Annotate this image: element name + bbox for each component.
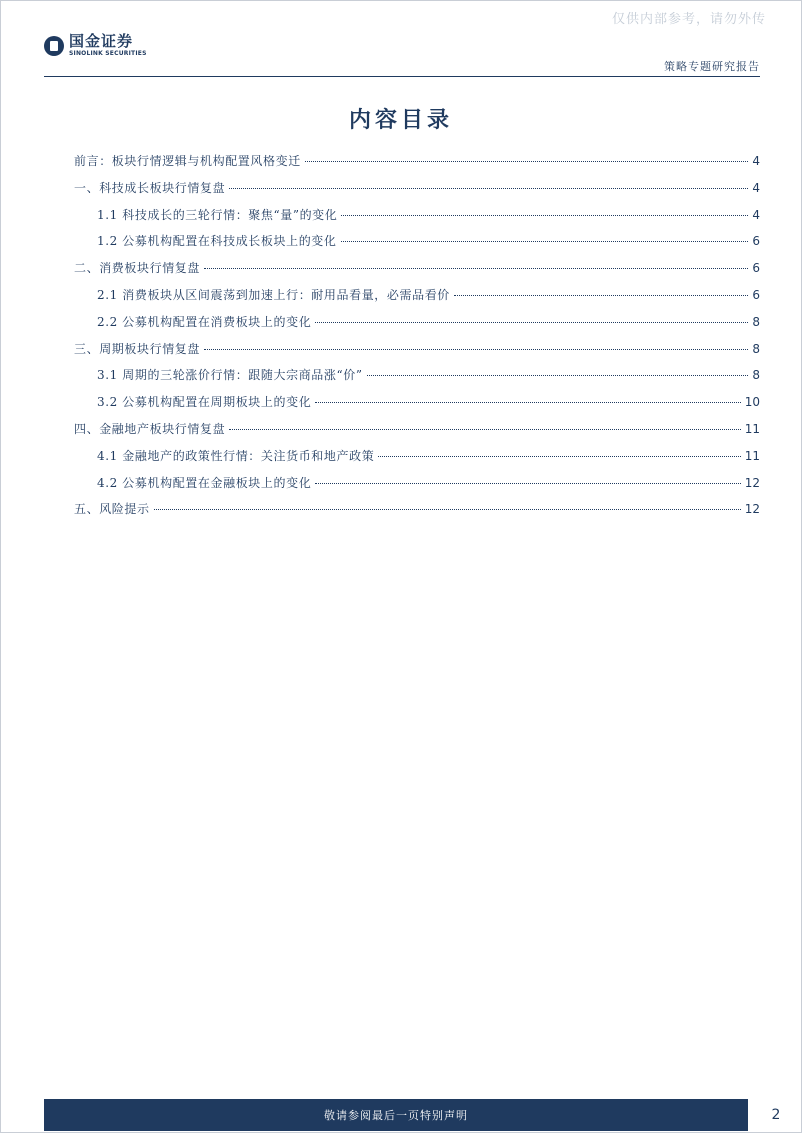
footer-disclaimer: 敬请参阅最后一页特别声明: [324, 1109, 468, 1122]
toc-dot-leader: [367, 375, 748, 376]
toc-entry-page: 8: [752, 368, 760, 383]
toc-entry[interactable]: [74, 179, 760, 206]
toc-entry-page: 8: [752, 341, 760, 356]
toc-dot-leader: [315, 402, 740, 403]
brand-name-en: SINOLINK SECURITIES: [69, 50, 147, 57]
toc-dot-leader: [315, 322, 748, 323]
toc-entry[interactable]: [74, 420, 760, 447]
toc-entry-label: 前言：板块行情逻辑与机构配置风格变迁: [74, 154, 301, 168]
toc-entry[interactable]: [74, 366, 760, 393]
toc-dot-leader: [341, 215, 748, 216]
brand-name-cn: 国金证券: [69, 32, 134, 50]
brand-logo: [44, 34, 147, 57]
page-number: 2: [771, 1107, 781, 1123]
toc-entry[interactable]: [74, 340, 760, 367]
toc-entry-page: 4: [752, 180, 760, 195]
toc-dot-leader: [315, 483, 740, 484]
sinolink-logo-icon: [44, 36, 64, 56]
toc-dot-leader: [378, 456, 740, 457]
toc-dot-leader: [154, 509, 741, 510]
toc-entry-label: 2.2 公募机构配置在消费板块上的变化: [97, 314, 312, 329]
toc-entry-page: 4: [752, 207, 760, 222]
toc-entry[interactable]: [74, 447, 760, 474]
toc-entry-label: 1.1 科技成长的三轮行情：聚焦“量”的变化: [97, 207, 338, 222]
toc-dot-leader: [204, 349, 748, 350]
toc-dot-leader: [204, 268, 748, 269]
toc-entry-label: 五、风险提示: [74, 502, 150, 517]
toc-entry-label: 一、科技成长板块行情复盘: [74, 180, 226, 195]
toc-entry[interactable]: [74, 313, 760, 340]
toc-entry-label: 四、金融地产板块行情复盘: [74, 421, 226, 436]
toc-entry[interactable]: [74, 152, 760, 179]
toc-entry-label: 3.2 公募机构配置在周期板块上的变化: [97, 395, 312, 410]
toc-entry-page: 12: [744, 502, 760, 517]
header-divider: [44, 76, 760, 77]
toc-entry-label: 3.1 周期的三轮涨价行情：跟随大宗商品涨“价”: [97, 368, 363, 383]
toc-entry-page: 6: [752, 234, 760, 249]
toc-entry-label: 三、周期板块行情复盘: [74, 341, 201, 356]
toc-dot-leader: [454, 295, 748, 296]
toc-entry-page: 6: [752, 287, 760, 302]
toc-entry-page: 4: [752, 154, 760, 168]
toc-entry-label: 4.1 金融地产的政策性行情：关注货币和地产政策: [97, 448, 375, 463]
toc-entry[interactable]: [74, 259, 760, 286]
toc-title: 内容目录: [348, 107, 453, 133]
toc-entry-page: 8: [752, 314, 760, 329]
toc-dot-leader: [305, 161, 748, 162]
toc-entry-page: 11: [744, 421, 760, 436]
toc-entry-page: 10: [744, 395, 760, 410]
toc-entry-page: 11: [744, 448, 760, 463]
toc-dot-leader: [341, 241, 749, 242]
toc-entry[interactable]: [74, 474, 760, 501]
toc-entry-page: 6: [752, 261, 760, 276]
toc-entry[interactable]: [74, 393, 760, 420]
table-of-contents: [74, 152, 760, 527]
toc-entry-label: 4.2 公募机构配置在金融板块上的变化: [97, 475, 312, 490]
toc-entry[interactable]: [74, 232, 760, 259]
toc-dot-leader: [229, 429, 741, 430]
toc-entry-label: 二、消费板块行情复盘: [74, 261, 201, 276]
toc-entry[interactable]: [74, 500, 760, 527]
footer-bar: [44, 1099, 748, 1131]
report-type: 策略专题研究报告: [664, 60, 760, 73]
toc-entry-page: 12: [744, 475, 760, 490]
watermark: 仅供内部参考，请勿外传: [611, 12, 766, 27]
toc-dot-leader: [229, 188, 748, 189]
toc-entry[interactable]: [74, 286, 760, 313]
toc-entry[interactable]: [74, 206, 760, 233]
toc-entry-label: 1.2 公募机构配置在科技成长板块上的变化: [97, 234, 337, 249]
toc-entry-label: 2.1 消费板块从区间震荡到加速上行：耐用品看量，必需品看价: [97, 287, 450, 302]
